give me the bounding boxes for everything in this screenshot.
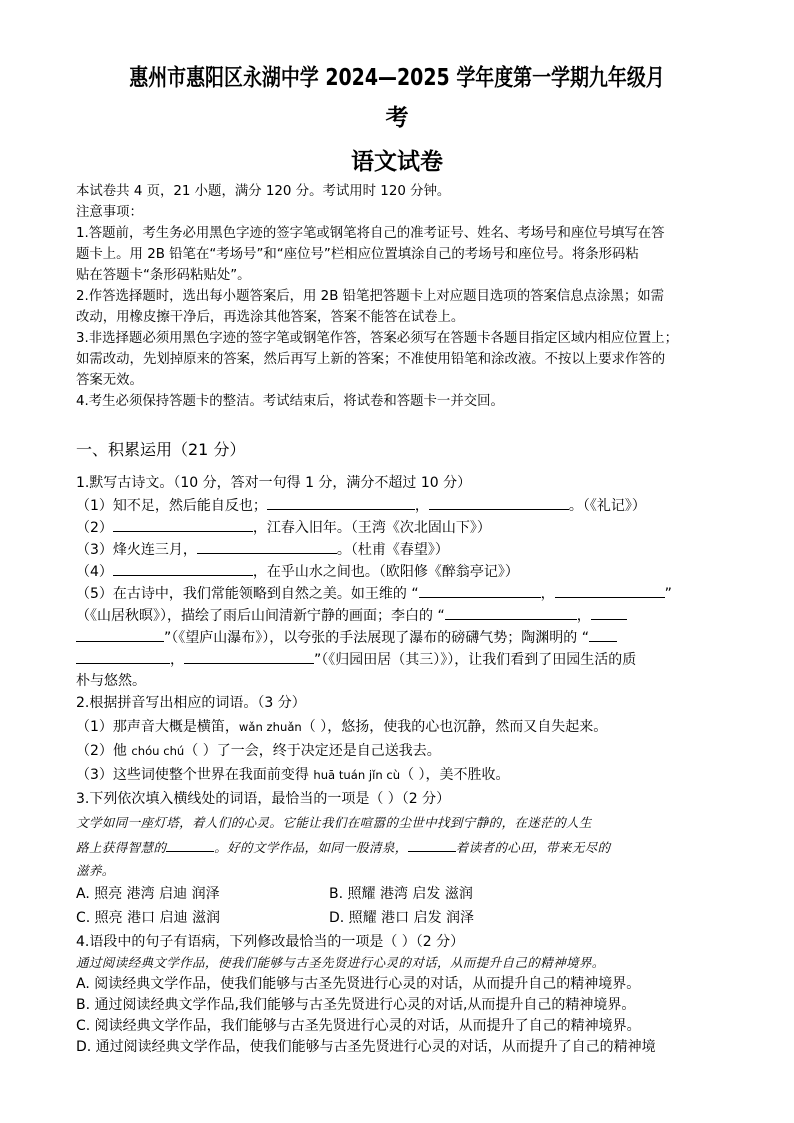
q4-option-a[interactable]: A. 阅读经典文学作品，使我们能够与古圣先贤进行心灵的对话，从而提升自己的精神境界。: [76, 976, 641, 992]
answer-blank[interactable]: [589, 627, 617, 642]
q2-item3-pinyin: huā tuán jǐn cù: [313, 768, 401, 782]
q4-sentence: 通过阅读经典文学作品，使我们能够与古圣先贤进行心灵的对话，从而提升自己的精神境界。: [76, 955, 605, 970]
q1-item4-text-a: （4）: [76, 564, 113, 580]
answer-blank[interactable]: [267, 495, 415, 510]
q3-passage-text-a: 路上获得智慧的: [76, 840, 167, 855]
answer-blank[interactable]: [445, 605, 577, 620]
q1-item5-line2: [76, 605, 627, 626]
answer-blank[interactable]: [184, 649, 314, 664]
q1-item5-text-e: ，: [576, 608, 591, 624]
q1-item5-line4: [76, 649, 636, 670]
notice-heading: 注意事项：: [76, 205, 143, 220]
q1-item2-text-a: （2）: [76, 520, 113, 536]
q2-item3: [76, 765, 510, 785]
q1-stem: 1.默写古诗文。（10 分，答对一句得 1 分，满分不超过 10 分）: [76, 475, 472, 491]
answer-blank[interactable]: [408, 837, 456, 852]
q2-item2: [76, 741, 441, 761]
q1-item1-text-b: ，: [414, 498, 429, 514]
q1-item3: [76, 539, 449, 560]
q4-option-c[interactable]: C. 阅读经典文学作品，我们能够与古圣先贤进行心灵的对话，从而提升了自己的精神境界。: [76, 1018, 641, 1034]
answer-blank[interactable]: [419, 583, 541, 598]
q2-item1: [76, 717, 607, 737]
q2-item1-pinyin: wǎn zhuǎn: [238, 720, 302, 734]
q3-option-c[interactable]: C. 照亮 港口 启迪 滋润: [76, 910, 221, 926]
q4-option-d[interactable]: D. 通过阅读经典文学作品，使我们能够与古圣先贤进行心灵的对话，从而提升了自己的精神境: [76, 1039, 656, 1055]
q3-passage-line3: 滋养。: [76, 863, 115, 878]
q2-item2-text-b: （ ）了一会，终于决定还是自己送我去。: [184, 743, 441, 759]
notice-1-line2: 题卡上。用 2B 铅笔在“考场号”和“座位号”栏相应位置填涂自己的考场号和座位号。将条形码粘: [76, 247, 639, 262]
q1-item5-text-h: ”（《归园田居（其三）》），让我们看到了田园生活的质: [314, 652, 637, 668]
q1-item5-line3: [76, 627, 617, 648]
q1-item2: [76, 517, 491, 538]
notice-2-line2: 改动，用橡皮擦干净后，再选涂其他答案，答案不能答在试卷上。: [76, 310, 465, 325]
q4-stem: 4.语段中的句子有语病，下列修改最恰当的一项是（ ）（2 分）: [76, 934, 465, 950]
answer-blank[interactable]: [555, 583, 665, 598]
answer-blank[interactable]: [166, 837, 214, 852]
exam-summary: 本试卷共 4 页，21 小题，满分 120 分。考试用时 120 分钟。: [76, 184, 451, 199]
q1-item5-text-c: ”: [664, 586, 672, 602]
q2-item2-pinyin: chóu chú: [131, 744, 185, 758]
q2-item2-text-a: （2）他: [76, 743, 132, 759]
q1-item2-text-b: ，江春入旧年。（王湾《次北固山下》）: [252, 520, 491, 536]
notice-1-line1: 1.答题前，考生务必用黑色字迹的签字笔或钢笔将自己的准考证号、姓名、考场号和座位号填写在答: [76, 226, 665, 241]
q3-option-a[interactable]: A. 照亮 港湾 启迪 润泽: [76, 886, 220, 902]
q2-item3-text-b: （ ），美不胜收。: [400, 767, 510, 783]
q3-passage-text-c: 着读者的心田，带来无尽的: [455, 840, 611, 855]
notice-1-line3: 贴在答题卡“条形码粘贴处”。: [76, 268, 251, 283]
answer-blank[interactable]: [113, 561, 253, 576]
answer-blank[interactable]: [429, 495, 569, 510]
answer-blank[interactable]: [76, 649, 170, 664]
notice-4: 4.考生必须保持答题卡的整洁。考试结束后，将试卷和答题卡一并交回。: [76, 394, 504, 409]
q3-passage-line2: [76, 837, 610, 858]
q4-option-b[interactable]: B. 通过阅读经典文学作品,我们能够与古圣先贤进行心灵的对话,从而提升自己的精神境界。: [76, 997, 636, 1013]
section-heading-accumulation: 一、积累运用（21 分）: [76, 440, 246, 459]
q2-item1-text-b: （ ），悠扬，使我的心也沉静，然而又自失起来。: [301, 719, 608, 735]
notice-3-line1: 3.非选择题必须用黑色字迹的签字笔或钢笔作答，答案必须写在答题卡各题目指定区域内相应位置上；: [76, 331, 678, 346]
q2-item3-text-a: （3）这些词使整个世界在我面前变得: [76, 767, 314, 783]
q1-item3-text-a: （3）烽火连三月，: [76, 542, 197, 558]
answer-blank[interactable]: [113, 517, 253, 532]
exam-title-line1: 惠州市惠阳区永湖中学 2024—2025 学年度第一学期九年级月: [129, 65, 665, 91]
q3-option-d[interactable]: D. 照耀 港口 启发 润泽: [329, 910, 475, 926]
q1-item5-line5: 朴与悠然。: [76, 673, 146, 689]
q2-item1-text-a: （1）那声音大概是横笛，: [76, 719, 239, 735]
notice-2-line1: 2.作答选择题时，选出每小题答案后，用 2B 铅笔把答题卡上对应题目选项的答案信息点涂黑；如需: [76, 289, 665, 304]
q1-item1: [76, 495, 646, 516]
q1-item5-text-g: ，: [170, 652, 184, 668]
q1-item3-text-b: 。（杜甫《春望》）: [336, 542, 449, 558]
answer-blank[interactable]: [197, 539, 337, 554]
q1-item5-line1: [76, 583, 672, 604]
exam-subject-title: 语文试卷: [351, 149, 443, 175]
notice-3-line2: 如需改动，先划掉原来的答案，然后再写上新的答案；不准使用铅笔和涂改液。不按以上要求作答的: [76, 352, 666, 367]
q1-item1-text-a: （1）知不足，然后能自反也；: [76, 498, 267, 514]
q2-stem: 2.根据拼音写出相应的词语。（3 分）: [76, 695, 306, 711]
q1-item1-text-c: 。（《礼记》）: [568, 498, 646, 514]
q3-passage-line1: 文学如同一座灯塔，着人们的心灵。它能让我们在喧嚣的尘世中找到宁静的，在迷茫的人生: [76, 815, 592, 830]
q1-item5-text-b: ，: [540, 586, 555, 602]
q3-stem: 3.下列依次填入横线处的词语，最恰当的一项是（ ）（2 分）: [76, 791, 451, 807]
exam-title-line2: 考: [385, 105, 409, 131]
q1-item5-text-f: ”（《望庐山瀑布》），以夸张的手法展现了瀑布的磅礴气势；陶渊明的 “: [164, 630, 589, 646]
notice-3-line3: 答案无效。: [76, 373, 143, 388]
q1-item5-text-a: （5）在古诗中，我们常能领略到自然之美。如王维的 “: [76, 586, 419, 602]
answer-blank[interactable]: [76, 627, 164, 642]
q3-option-b[interactable]: B. 照耀 港湾 启发 滋润: [329, 886, 473, 902]
answer-blank[interactable]: [591, 605, 627, 620]
q1-item4: [76, 561, 519, 582]
q1-item5-text-d: （《山居秋暝》），描绘了雨后山间清新宁静的画面；李白的 “: [76, 608, 445, 624]
q1-item4-text-b: ，在乎山水之间也。（欧阳修《醉翁亭记》）: [252, 564, 519, 580]
q3-passage-text-b: 。好的文学作品，如同一股清泉，: [214, 840, 408, 855]
